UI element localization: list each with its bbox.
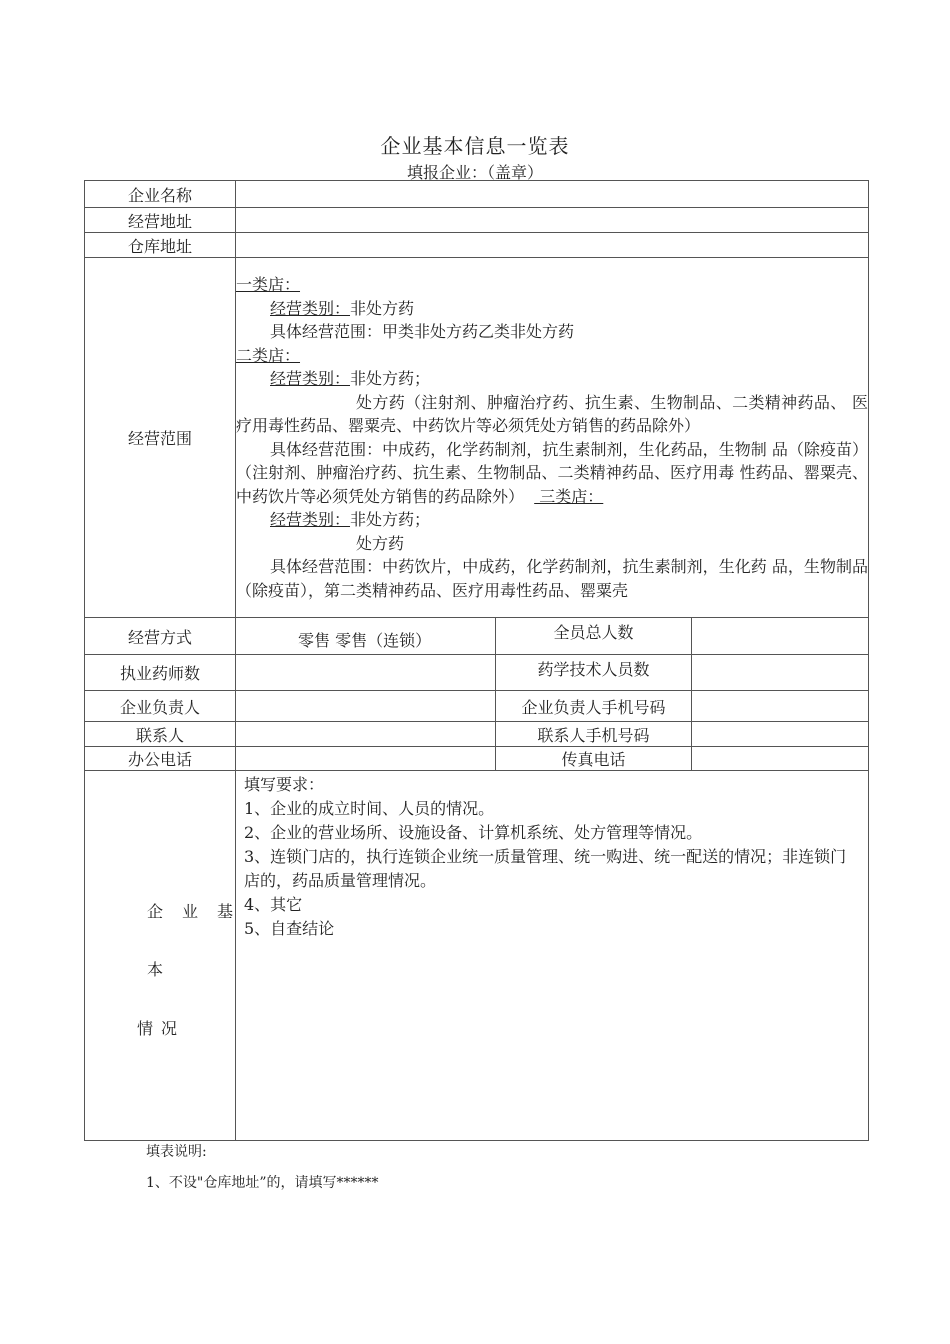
class1-category-label: 经营类别： (270, 298, 351, 318)
basic-info-requirements[interactable] (236, 771, 869, 1141)
total-staff-field[interactable] (692, 618, 869, 655)
company-head-field[interactable] (236, 691, 496, 722)
class2-heading: 二类店： (236, 345, 301, 365)
company-head-phone-field[interactable] (692, 691, 869, 722)
company-head-phone-label: 企业负责人手机号码 (496, 691, 692, 722)
business-scope-label: 经营范围 (85, 258, 236, 618)
business-scope-content (236, 258, 869, 618)
total-staff-label: 全员总人数 (496, 618, 692, 655)
pharmacist-count-label: 执业药师数 (85, 655, 236, 691)
basic-info-char: 情 (137, 1019, 154, 1038)
class1-category-value: 非处方药 (350, 298, 415, 318)
requirement-item: 5、自查结论 (244, 919, 335, 938)
page-subtitle: 填报企业：（盖章） (406, 163, 543, 182)
business-address-field[interactable] (236, 208, 869, 233)
class1-heading: 一类店： (236, 275, 301, 294)
contact-phone-label: 联系人手机号码 (496, 722, 692, 747)
company-name-label: 企业名称 (85, 181, 236, 208)
requirement-item: 1、企业的成立时间、人员的情况。 (244, 799, 495, 818)
class2-category-label: 经营类别： (270, 369, 351, 388)
basic-info-char: 基 (217, 902, 234, 921)
pharma-tech-staff-label: 药学技术人员数 (496, 655, 692, 691)
warehouse-address-label: 仓库地址 (85, 233, 236, 258)
contact-phone-field[interactable] (692, 722, 869, 747)
business-mode-value[interactable]: 零售 零售（连锁） (236, 618, 496, 655)
class3-heading: 三类店： (534, 486, 604, 506)
warehouse-address-field[interactable] (236, 233, 869, 258)
pharmacist-count-field[interactable] (236, 655, 496, 691)
basic-info-char: 企 (147, 902, 164, 921)
basic-info-char: 况 (161, 1019, 178, 1038)
office-phone-label: 办公电话 (85, 747, 236, 771)
business-address-label: 经营地址 (85, 208, 236, 233)
class2-scope: 具体经营范围：中成药，化学药制剂，抗生素制剂，生化药品，生物制 品（除疫苗）（注射剂、肿瘤治疗药、抗生素、生物制品、二类精神药品、医疗用毒 性药品、罂粟壳、中药饮片等必须凭处方销售的药品除外） (236, 439, 869, 506)
requirement-item: 2、企业的营业场所、设施设备、计算机系统、处方管理等情况。 (244, 823, 703, 842)
class1-scope: 具体经营范围：甲类非处方药乙类非处方药 (270, 322, 575, 341)
basic-info-char: 本 (147, 960, 164, 979)
class3-category-label: 经营类别： (270, 510, 351, 529)
contact-label: 联系人 (85, 722, 236, 747)
fax-field[interactable] (692, 747, 869, 771)
page-title: 企业基本信息一览表 (380, 134, 570, 158)
requirement-item: 3、连锁门店的，执行连锁企业统一质量管理、统一购进、统一配送的情况；非连锁门店的，药品质量管理情况。 (244, 847, 847, 890)
contact-field[interactable] (236, 722, 496, 747)
basic-info-char: 业 (182, 902, 199, 921)
class3-scope: 具体经营范围：中药饮片，中成药，化学药制剂，抗生素制剂，生化药 品，生物制品（除疫苗），第二类精神药品、医疗用毒性药品、罂粟壳 (236, 557, 869, 600)
fax-label: 传真电话 (496, 747, 692, 771)
company-name-field[interactable] (236, 181, 869, 208)
requirement-item: 4、其它 (244, 895, 303, 914)
class2-rx: 处方药（注射剂、肿瘤治疗药、抗生素、生物制品、二类精神药品、 医疗用毒性药品、罂粟壳、中药饮片等必须凭处方销售的药品除外） (236, 392, 869, 435)
class2-category-value: 非处方药； (350, 369, 431, 388)
basic-info-label (85, 771, 236, 1141)
requirements-heading: 填写要求： (244, 775, 325, 794)
company-head-label: 企业负责人 (85, 691, 236, 722)
business-mode-label: 经营方式 (85, 618, 236, 655)
pharma-tech-staff-field[interactable] (692, 655, 869, 691)
notes-heading: 填表说明: (146, 1144, 207, 1160)
notes-item: 1、不设"仓库地址”的，请填写****** (146, 1175, 379, 1191)
company-info-table (84, 180, 869, 1141)
class3-category-value: 非处方药； (350, 510, 431, 529)
office-phone-field[interactable] (236, 747, 496, 771)
class3-rx: 处方药 (356, 533, 405, 553)
